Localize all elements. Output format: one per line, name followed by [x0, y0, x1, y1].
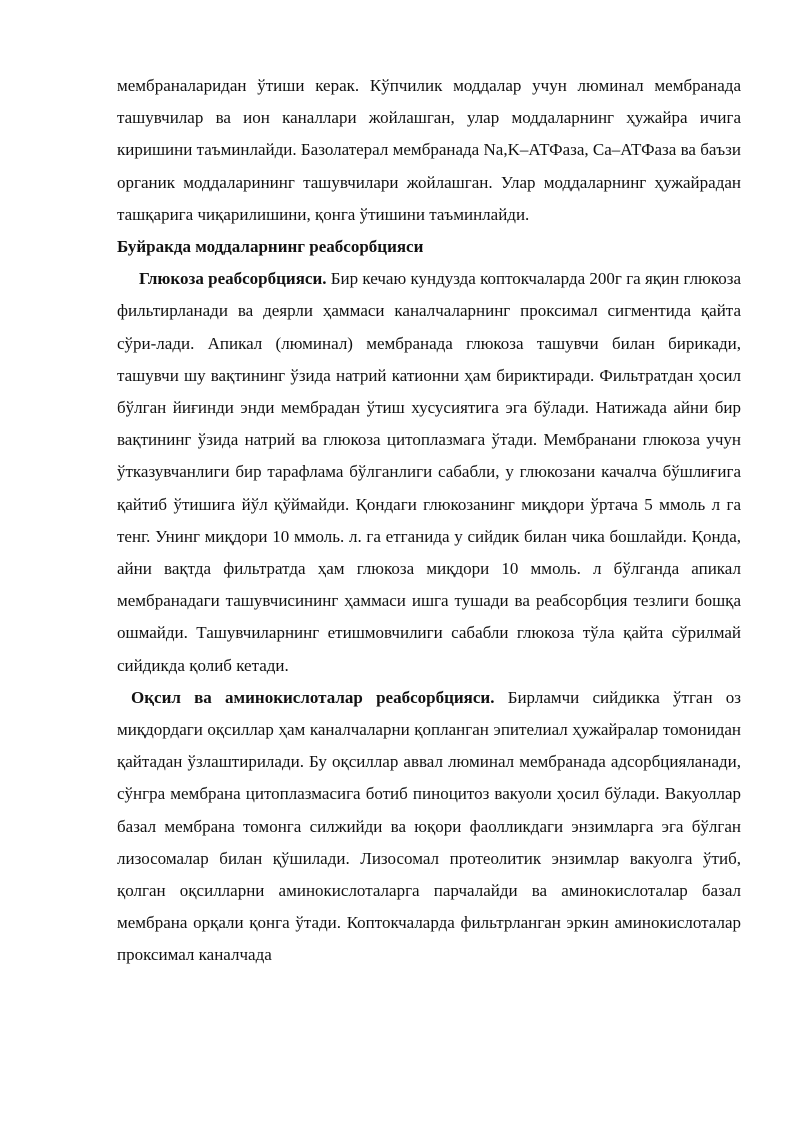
- protein-lead: Оқсил ва аминокислоталар реабсорбцияси.: [131, 687, 495, 707]
- glucose-paragraph: [117, 263, 741, 682]
- glucose-text: Бир кечаю кундузда коптокчаларда 200г га яқин глюкоза фильтирланади ва деярли ҳаммаси каналчаларнинг проксимал сигментида қайта сўри-лади. Апикал (люминал) мембранада глюкоза ташувчи билан бирикади, ташувчи шу вақтининг ўзида натрий катионни ҳам бириктиради. Фильтратдан ҳосил бўлган йиғинди энди мембрадан ўтиш хусусиятига эга бўлади. Натижада айни бир вақтининг ўзида натрий ва глюкоза цитоплазмага ўтади. Мембранани глюкоза учун ўтказувчанлиги бир тарафлама бўлганлиги сабабли, у глюкозани качалча бўшлиғига қайтиб ўтишига йўл қўймайди. Қондаги глюкозанинг миқдори ўртача 5 ммоль л га тенг. Унинг миқдори 10 ммоль. л. га етганида у сийдик билан чика бошлайди. Қонда, айни вақтда фильтратда ҳам глюкоза миқдори 10 ммоль. л бўлганда апикал мембранадаги ташувчисининг ҳаммаси ишга тушади ва реабсорбция тезлиги бошқа ошмайди. Ташувчиларнинг етишмовчилиги сабабли глюкоза тўла қайта сўрилмай сийдикда қолиб кетади.: [117, 269, 741, 675]
- document-page: [117, 70, 741, 972]
- protein-paragraph: [117, 682, 741, 972]
- intro-paragraph: мембраналаридан ўтиши керак. Кўпчилик моддалар учун люминал мембранада ташувчилар ва ион каналлари жойлашган, улар моддаларнинг ҳужайра ичига киришини таъминлайди. Базолатерал мембранада Na,K–АТФаза, Са–АТФаза ва баъзи органик моддаларининг ташувчилари жойлашган. Улар моддаларнинг ҳужайрадан ташқарига чиқарилишини, қонга ўтишини таъминлайди.: [117, 76, 741, 224]
- protein-text: Бирламчи сийдикка ўтган оз миқдордаги оқсиллар ҳам каналчаларни қопланган эпителиал ҳужайралар томонидан қайтадан ўзлаштирилади. Бу оқсиллар аввал люминал мембранада адсорбцияланади, сўнгра мембрана цитоплазмасига ботиб пиноцитоз вакуоли ҳосил бўлади. Вакуоллар базал мембрана томонга силжийди ва юқори фаолликдаги энзимларга эга бўлган лизосомалар билан қўшилади. Лизосомал протеолитик энзимлар вакуолга ўтиб, қолган оқсилларни аминокислоталарга парчалайди ва аминокислоталар базал мембрана орқали қонга ўтади. Коптокчаларда фильтрланган эркин аминокислоталар проксимал каналчада: [117, 687, 742, 965]
- glucose-lead: Глюкоза реабсорбцияси.: [139, 269, 327, 289]
- section-heading: Буйракда моддаларнинг реабсорбцияси: [117, 237, 424, 257]
